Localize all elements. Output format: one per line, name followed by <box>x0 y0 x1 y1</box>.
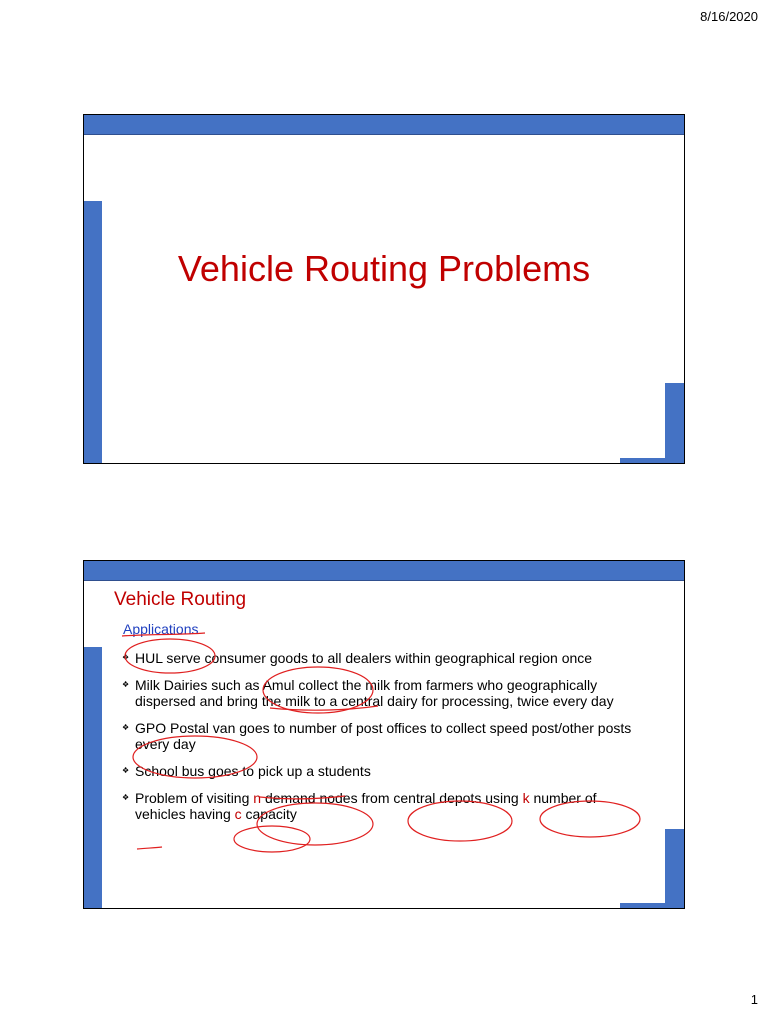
bullet-text-part: number of vehicles having <box>135 790 597 822</box>
slide-bottom-bar <box>620 458 684 463</box>
bullet-text: Milk Dairies such as Amul collect the milk from farmers who geographically dispersed and bring the milk to a central dairy for processing, twice every day <box>135 677 614 709</box>
slide-left-bar <box>84 647 102 908</box>
slide-applications <box>83 560 685 909</box>
slide-top-bar <box>84 115 684 135</box>
slide-top-bar <box>84 561 684 581</box>
slide-right-bar <box>665 829 684 908</box>
slide-subheading: Applications <box>123 621 199 637</box>
page-number: 1 <box>750 992 758 1007</box>
bullet-text: HUL serve consumer goods to all dealers within geographical region once <box>135 650 593 666</box>
bullet-text-part: capacity <box>241 806 297 822</box>
slide-bottom-bar <box>620 903 684 908</box>
bullet-item <box>122 763 642 779</box>
bullet-text-part: Problem of visiting <box>135 790 254 806</box>
variable-k: k <box>522 790 530 806</box>
slide-left-bar <box>84 201 102 463</box>
bullet-item <box>122 650 642 666</box>
bullet-item <box>122 790 642 822</box>
variable-c: c <box>234 806 242 822</box>
slide-heading: Vehicle Routing <box>114 589 247 610</box>
page-date: 8/16/2020 <box>700 9 758 24</box>
bullet-text: GPO Postal van goes to number of post offices to collect speed post/other posts every day <box>135 720 632 752</box>
bullet-list <box>122 650 642 833</box>
variable-n: n <box>253 790 262 806</box>
slide-title-text: Vehicle Routing Problems <box>177 248 591 289</box>
slide-right-bar <box>665 383 684 463</box>
bullet-item <box>122 677 642 709</box>
bullet-item <box>122 720 642 752</box>
slide-title <box>83 114 685 464</box>
bullet-text-part: demand nodes from central depots using <box>261 790 523 806</box>
bullet-text: School bus goes to pick up a students <box>135 763 371 779</box>
